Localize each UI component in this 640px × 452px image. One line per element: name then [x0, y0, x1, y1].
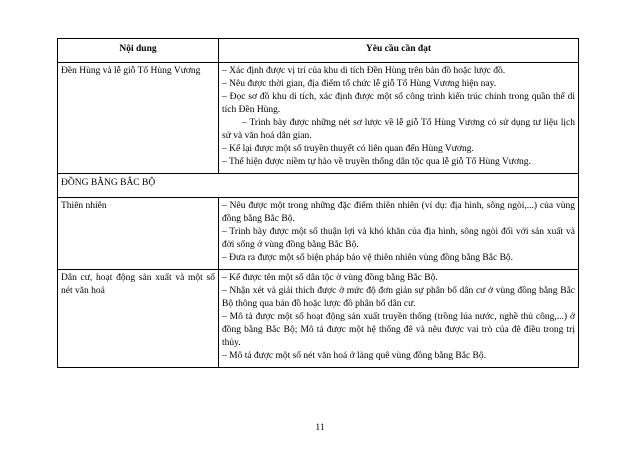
- row-requirements-people: [219, 270, 579, 368]
- row-content-people: Dân cư, hoạt động sản xuất và một số nét văn hoá: [58, 270, 219, 368]
- requirement-item: – Mô tả được một số hoạt động sản xuất truyền thống (trồng lúa nước, nghề thủ công,...) ở đồng bằng Bắc Bộ; Mô tả được một hệ thống đê và nêu được vai trò của đê điều trong trị thủy.: [222, 312, 575, 348]
- table-header-row: [58, 39, 579, 63]
- requirement-item: – Đọc sơ đồ khu di tích, xác định được một số công trình kiến trúc chính trong quần thể di tích Đền Hùng.: [222, 92, 575, 115]
- row-content-hung: Đền Hùng và lễ giỗ Tổ Hùng Vương: [58, 63, 219, 174]
- requirement-item: – Mô tả được một số nét văn hoá ở làng quê vùng đồng bằng Bắc Bộ.: [222, 351, 487, 361]
- requirement-item: – Kể lại được một số truyền thuyết có liên quan đến Hùng Vương.: [222, 144, 474, 154]
- row-requirements-nature: [219, 198, 579, 270]
- requirement-item: – Nhận xét và giải thích được ở mức độ đơn giản sự phân bố dân cư ở vùng đồng bằng Bắc Bộ thông qua bản đồ hoặc lược đồ phân bố dân cư.: [222, 286, 575, 309]
- curriculum-table: [57, 38, 579, 368]
- header-content: Nội dung: [58, 39, 219, 63]
- requirement-item: – Kể được tên một số dân tộc ở vùng đồng bằng Bắc Bộ.: [222, 273, 438, 283]
- row-requirements-hung: [219, 63, 579, 174]
- requirement-item: – Nêu được một trong những đặc điểm thiên nhiên (ví dụ: địa hình, sông ngòi,...) của vùng đồng bằng Bắc Bộ.: [222, 201, 575, 224]
- table-row: [58, 270, 579, 368]
- table-row: [58, 198, 579, 270]
- requirement-item: – Trình bày được một số thuận lợi và khó khăn của địa hình, sông ngòi đối với sản xuất và đời sống ở vùng đồng bằng Bắc Bộ.: [222, 227, 575, 250]
- row-content-nature: Thiên nhiên: [58, 198, 219, 270]
- section-title: ĐỒNG BẰNG BẮC BỘ: [58, 174, 579, 198]
- section-row: [58, 174, 579, 198]
- table-row: [58, 63, 579, 174]
- requirement-item: – Nêu được thời gian, địa điểm tổ chức lễ giỗ Tổ Hùng Vương hiện nay.: [222, 79, 497, 89]
- requirement-item: – Thể hiện được niềm tự hào về truyền thống dân tộc qua lễ giỗ Tổ Hùng Vương.: [222, 157, 531, 167]
- header-requirements: Yêu cầu cần đạt: [219, 39, 579, 63]
- page-number: 11: [315, 423, 325, 433]
- requirement-item: – Xác định được vị trí của khu di tích Đền Hùng trên bản đồ hoặc lược đồ.: [222, 66, 506, 76]
- requirement-item: – Trình bày được những nét sơ lược về lễ giỗ Tổ Hùng Vương có sử dụng tư liệu lịch sử và văn hoá dân gian.: [222, 118, 575, 141]
- requirement-item: – Đưa ra được một số biện pháp bảo vệ thiên nhiên vùng đồng bằng Bắc Bộ.: [222, 253, 514, 263]
